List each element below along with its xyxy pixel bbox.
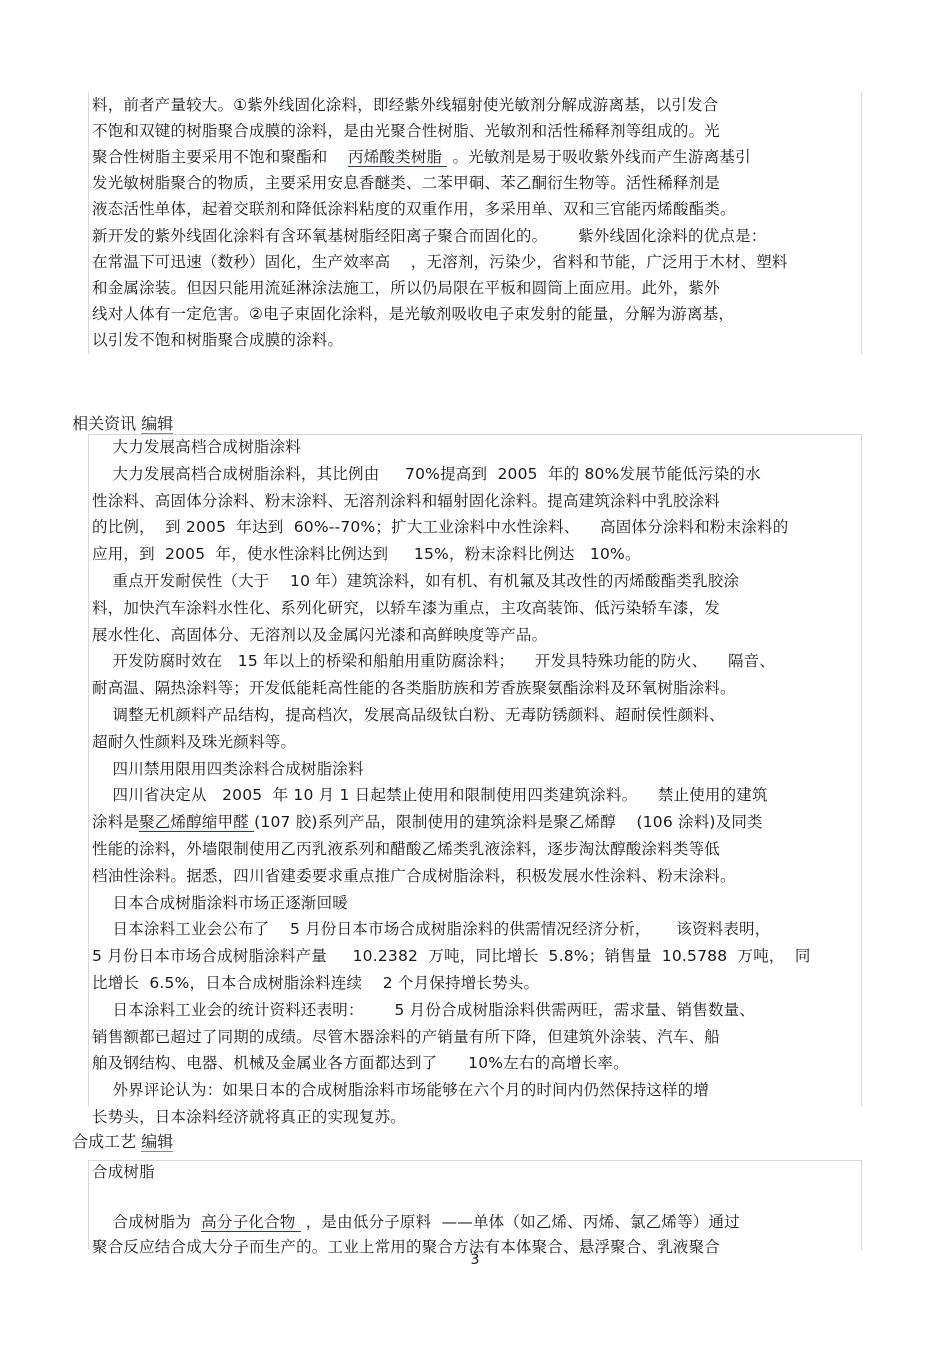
section-news-line: 比增长 6.5%，日本合成树脂涂料连续 2 个月保持增长势头。 xyxy=(92,974,540,992)
line-text: ，是由低分子原料 ——单体（如乙烯、丙烯、氯乙烯等）通过 xyxy=(300,1213,740,1231)
section-news-line: 外界评论认为：如果日本的合成树脂涂料市场能够在六个月的时间内仍然保持这样的增 xyxy=(92,1081,710,1100)
line-text: 合成树脂为 xyxy=(92,1213,202,1231)
section-news-line: 档油性涂料。据悉，四川省建委要求重点推广合成树脂涂料，积极发展水性涂料、粉末涂料。 xyxy=(92,866,736,885)
section-news-line: 应用，到 2005 年，使水性涂料比例达到 15%，粉末涂料比例达 10%。 xyxy=(92,545,641,564)
section-news-line: 耐高温、隔热涂料等；开发低能耗高性能的各类脂肪族和芳香族聚氨酯涂料及环氧树脂涂料。 xyxy=(92,679,736,698)
section-top-line: 发光敏树脂聚合的物质，主要采用安息香醚类、二苯甲硐、苯乙酮衍生物等。活性稀释剂是 xyxy=(92,174,721,193)
heading-news-title: 相关资讯 xyxy=(72,414,142,433)
section-news-line: 销售额都已超过了同期的成绩。尽管木器涂料的产销量有所下降，但建筑外涂装、汽车、船 xyxy=(92,1027,721,1046)
section-news-line: 性涂料、高固体分涂料、粉末涂料、无溶剂涂料和辐射固化涂料。提高建筑涂料中乳胶涂料 xyxy=(92,491,721,510)
section-news-line: 的比例， 到 2005 年达到 60%--70%；扩大工业涂料中水性涂料、 高固体分涂料和粉末涂料的 xyxy=(92,518,789,537)
term-link[interactable]: 丙烯酸类树脂 xyxy=(348,148,448,167)
section-news-line: 长势头，日本涂料经济就将真正的实现复苏。 xyxy=(92,1108,407,1126)
section-news-line: 性能的涂料，外墙限制使用乙丙乳液系列和醋酸乙烯类乳液涂料，逐步淘汰醇酸涂料类等低 xyxy=(92,840,721,858)
section-top-line xyxy=(92,147,751,167)
edit-link-process[interactable]: 编辑 xyxy=(141,1132,174,1151)
section-process-line: 合成树脂 xyxy=(92,1163,155,1181)
section-top-line: 新开发的紫外线固化涂料有含环氧基树脂经阳离子聚合而固化的。 紫外线固化涂料的优点是： xyxy=(92,226,767,245)
section-news-line: 舶及钢结构、电器、机械及金属业各方面都达到了 10%左右的高增长率。 xyxy=(92,1054,629,1073)
section-news-line: 日本涂料工业会公布了 5 月份日本市场合成树脂涂料的供需情况经济分析， 该资料表明， xyxy=(92,920,771,939)
section-process-line xyxy=(92,1212,740,1232)
line-text: (107 胶)系列产品，限制使用的建筑涂料是聚乙烯醇 (106 涂料)及同类 xyxy=(254,813,763,832)
line-text: 。光敏剂是易于吸收紫外线而产生游离基引 xyxy=(447,148,751,167)
term-link[interactable]: 高分子化合物 xyxy=(201,1213,301,1231)
section-news-line: 展水性化、高固体分、无溶剂以及金属闪光漆和高鲜映度等产品。 xyxy=(92,625,548,644)
section-news-line: 大力发展高档合成树脂涂料，其比例由 70%提高到 2005 年的 80%发展节能低污染的水 xyxy=(92,464,761,483)
term-link[interactable]: 聚乙烯醇缩甲醛 xyxy=(139,813,255,832)
line-text: 聚合性树脂主要采用不饱和聚酯和 xyxy=(92,148,349,167)
section-top-line: 液态活性单体，起着交联剂和降低涂料粘度的双重作用，多采用单、双和三官能丙烯酸酯类。 xyxy=(92,200,736,219)
section-news-line: 四川省决定从 2005 年 10 月 1 日起禁止使用和限制使用四类建筑涂料。 禁止使用的建筑 xyxy=(92,786,768,805)
section-top-line: 在常温下可迅速（数秒）固化，生产效率高 ，无溶剂，污染少，省料和节能，广泛用于木材、塑料 xyxy=(92,252,788,271)
section-top-line: 以引发不饱和树脂聚合成膜的涂料。 xyxy=(92,330,344,349)
section-news-line: 调整无机颜料产品结构，提高档次，发展高品级钛白粉、无毒防锈颜料、超耐侯性颜料、 xyxy=(92,706,725,724)
section-news-line: 四川禁用限用四类涂料合成树脂涂料 xyxy=(92,759,364,778)
line-text: 涂料是 xyxy=(92,813,140,832)
section-news-line: 日本合成树脂涂料市场正逐渐回暖 xyxy=(92,893,349,912)
section-process-line: 聚合反应结合成大分子而生产的。工业上常用的聚合方法有本体聚合、悬浮聚合、乳液聚合 xyxy=(92,1238,721,1256)
heading-process-title: 合成工艺 xyxy=(72,1132,142,1151)
section-news-line: 料，加快汽车涂料水性化、系列化研究，以轿车漆为重点，主攻高装饰、低污染轿车漆，发 xyxy=(92,598,721,617)
section-news-line: 日本涂料工业会的统计资料还表明： 5 月份合成树脂涂料供需两旺，需求量、销售数量、 xyxy=(92,1000,756,1019)
section-news-line: 重点开发耐侯性（大于 10 年）建筑涂料，如有机、有机氟及其改性的丙烯酸酯类乳胶涂 xyxy=(92,572,740,590)
section-news-line: 大力发展高档合成树脂涂料 xyxy=(92,438,301,456)
section-news-line: 超耐久性颜料及珠光颜料等。 xyxy=(92,732,297,751)
section-top-line: 不饱和双键的树脂聚合成膜的涂料，是由光聚合性树脂、光敏剂和活性稀释剂等组成的。光 xyxy=(92,122,721,141)
section-top-line: 线对人体有一定危害。②电子束固化涂料，是光敏剂吸收电子束发射的能量，分解为游离基， xyxy=(92,304,735,323)
section-news-line: 开发防腐时效在 15 年以上的桥梁和船舶用重防腐涂料； 开发具特殊功能的防火、 隔音、 xyxy=(92,652,776,671)
heading-process xyxy=(62,1112,173,1152)
section-news-line: 5 月份日本市场合成树脂涂料产量 10.2382 万吨，同比增长 5.8%；销售量 10.5788 万吨， 同 xyxy=(92,947,811,966)
section-news-line xyxy=(92,812,763,832)
section-top-line: 和金属涂装。但因只能用流延淋涂法施工，所以仍局限在平板和圆筒上面应用。此外，紫外 xyxy=(92,278,721,297)
page-number: 3 xyxy=(470,1252,480,1268)
heading-news xyxy=(62,394,173,434)
edit-link-news[interactable]: 编辑 xyxy=(141,414,174,433)
section-top-line: 料，前者产量较大。①紫外线固化涂料，即经紫外线辐射使光敏剂分解成游离基，以引发合 xyxy=(92,96,719,114)
